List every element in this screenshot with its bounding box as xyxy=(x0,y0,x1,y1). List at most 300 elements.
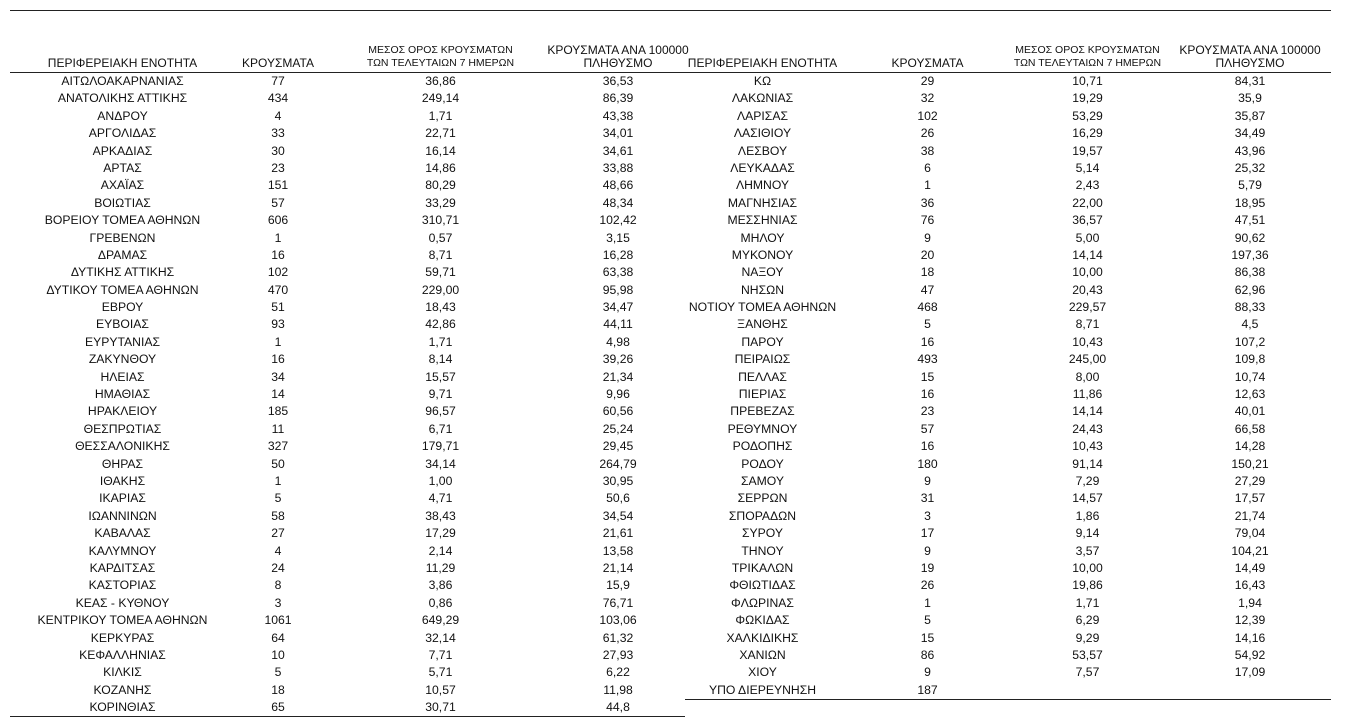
avg-cell: 3,86 xyxy=(428,578,453,593)
header-avg-line1: ΜΕΣΟΣ ΟΡΟΣ ΚΡΟΥΣΜΑΤΩΝ xyxy=(368,44,513,56)
avg-cell: 179,71 xyxy=(421,439,460,454)
per100k-cell: 60,56 xyxy=(602,404,634,419)
region-cell: ΓΡΕΒΕΝΩΝ xyxy=(89,230,156,245)
per100k-cell: 14,28 xyxy=(1234,439,1266,454)
cases-cell: 57 xyxy=(271,195,285,210)
per100k-cell: 86,39 xyxy=(602,91,634,106)
per100k-cell: 35,9 xyxy=(1238,91,1262,106)
avg-cell: 5,14 xyxy=(1075,160,1100,175)
region-cell: ΦΛΩΡΙΝΑΣ xyxy=(731,595,794,610)
cases-cell: 1 xyxy=(274,230,282,245)
cases-cell: 64 xyxy=(271,630,285,645)
region-cell: ΡΟΔΟΠΗΣ xyxy=(732,439,793,454)
header-avg-right xyxy=(995,38,1180,72)
avg-cell: 3,57 xyxy=(1075,543,1100,558)
cases-cell: 15 xyxy=(920,369,935,384)
cases-cell: 34 xyxy=(271,369,285,384)
region-cell: ΣΕΡΡΩΝ xyxy=(737,491,788,506)
avg-cell: 59,71 xyxy=(425,265,456,280)
per100k-cell: 11,98 xyxy=(603,682,633,697)
per100k-cell: 16,43 xyxy=(1234,578,1266,593)
avg-cell: 9,29 xyxy=(1075,630,1100,645)
avg-cell: 53,57 xyxy=(1072,647,1103,662)
per100k-cell: 25,24 xyxy=(602,421,634,436)
avg-cell: 32,14 xyxy=(425,630,456,645)
cases-cell: 102 xyxy=(267,265,289,280)
avg-cell: 9,14 xyxy=(1075,526,1100,541)
avg-cell: 30,71 xyxy=(425,700,456,715)
per100k-cell: 12,39 xyxy=(1234,613,1266,628)
cases-cell: 1 xyxy=(924,178,931,193)
avg-cell: 10,43 xyxy=(1072,439,1103,454)
per100k-cell: 21,14 xyxy=(602,560,634,575)
header-avg-right-line1: ΜΕΣΟΣ ΟΡΟΣ ΚΡΟΥΣΜΑΤΩΝ xyxy=(1015,44,1160,56)
avg-cell: 96,57 xyxy=(425,404,456,419)
avg-cell: 10,00 xyxy=(1072,560,1103,575)
per100k-cell: 27,29 xyxy=(1234,473,1266,488)
per100k-cell: 103,06 xyxy=(599,613,637,628)
avg-cell: 36,57 xyxy=(1072,213,1103,228)
cases-cell: 1 xyxy=(924,595,931,610)
per100k-cell: 34,47 xyxy=(602,300,634,315)
cases-cell: 86 xyxy=(920,647,935,662)
region-cell: ΔΡΑΜΑΣ xyxy=(97,247,148,262)
cases-cell: 57 xyxy=(920,421,935,436)
avg-cell: 14,14 xyxy=(1072,247,1103,262)
per100k-cell: 5,79 xyxy=(1238,178,1262,193)
avg-cell: 7,29 xyxy=(1075,473,1100,488)
per100k-cell: 48,34 xyxy=(602,195,634,210)
per100k-cell: 14,49 xyxy=(1234,560,1266,575)
avg-cell: 9,71 xyxy=(428,387,453,402)
avg-cell: 0,57 xyxy=(428,230,453,245)
per100k-cell: 34,61 xyxy=(602,143,634,158)
region-cell: ΕΥΡΥΤΑΝΙΑΣ xyxy=(84,334,161,349)
region-cell: ΕΥΒΟΙΑΣ xyxy=(96,317,149,332)
cases-cell: 5 xyxy=(924,317,931,332)
header-avg-right-line2: ΤΩΝ ΤΕΛΕΥΤΑΙΩΝ 7 ΗΜΕΡΩΝ xyxy=(1013,57,1162,69)
cases-cell: 31 xyxy=(920,491,935,506)
header-avg xyxy=(348,38,533,72)
region-cell: ΔΥΤΙΚΟΥ ΤΟΜΕΑ ΑΘΗΝΩΝ xyxy=(46,282,199,297)
cases-cell: 9 xyxy=(924,665,931,680)
cases-cell: 23 xyxy=(271,160,285,175)
avg-cell: 5,71 xyxy=(428,665,453,680)
avg-cell: 11,86 xyxy=(1072,387,1103,402)
avg-cell: 36,86 xyxy=(425,74,456,88)
per100k-cell: 63,38 xyxy=(602,265,634,280)
avg-cell: 0,86 xyxy=(428,595,453,610)
per100k-cell: 13,58 xyxy=(602,543,634,558)
region-cell: ΥΠΟ ΔΙΕΡΕΥΝΗΣΗ xyxy=(708,682,817,697)
cases-cell: 29 xyxy=(920,74,935,88)
region-cell: ΙΘΑΚΗΣ xyxy=(99,473,146,488)
region-cell: ΚΕΝΤΡΙΚΟΥ ΤΟΜΕΑ ΑΘΗΝΩΝ xyxy=(37,613,208,628)
per100k-cell: 62,96 xyxy=(1234,282,1266,297)
region-cell: ΙΚΑΡΙΑΣ xyxy=(99,491,146,506)
avg-cell: 18,43 xyxy=(425,300,456,315)
header-cases-label: ΚΡΟΥΣΜΑΤΑ xyxy=(242,56,314,70)
region-cell: ΛΑΚΩΝΙΑΣ xyxy=(731,91,794,106)
per100k-cell: 12,63 xyxy=(1234,387,1266,402)
region-cell: ΛΗΜΝΟΥ xyxy=(735,178,790,193)
region-cell: ΣΥΡΟΥ xyxy=(741,526,783,541)
header-cases xyxy=(218,38,338,72)
cases-cell: 27 xyxy=(271,526,285,541)
per100k-cell: 109,8 xyxy=(1234,352,1266,367)
region-cell: ΑΝΔΡΟΥ xyxy=(97,108,148,123)
cases-cell: 38 xyxy=(920,143,935,158)
per100k-cell: 40,01 xyxy=(1234,404,1266,419)
per100k-cell: 61,32 xyxy=(602,630,634,645)
region-cell: ΑΡΤΑΣ xyxy=(103,160,142,175)
avg-cell: 1,71 xyxy=(428,108,453,123)
avg-cell: 38,43 xyxy=(425,508,456,523)
cases-cell: 16 xyxy=(271,247,285,262)
region-cell: ΑΙΤΩΛΟΑΚΑΡΝΑΝΙΑΣ xyxy=(61,74,184,88)
header-per100k-right-label xyxy=(1179,44,1320,70)
header-cases-right-label: ΚΡΟΥΣΜΑΤΑ xyxy=(891,56,964,70)
per100k-cell: 50,6 xyxy=(606,491,630,506)
region-cell: ΑΡΓΟΛΙΔΑΣ xyxy=(88,126,157,141)
per100k-cell: 29,45 xyxy=(602,439,634,454)
per100k-cell: 107,2 xyxy=(1234,334,1266,349)
cases-cell: 32 xyxy=(920,91,935,106)
per100k-cell: 86,38 xyxy=(1234,265,1266,280)
per100k-cell: 6,22 xyxy=(606,665,630,680)
region-cell: ΚΑΣΤΟΡΙΑΣ xyxy=(88,578,157,593)
avg-cell: 2,14 xyxy=(428,543,453,558)
cases-cell: 16 xyxy=(920,387,935,402)
cases-cell: 187 xyxy=(917,682,938,697)
per100k-cell: 21,34 xyxy=(602,369,634,384)
per100k-cell: 21,61 xyxy=(602,526,634,541)
region-cell: ΘΗΡΑΣ xyxy=(101,456,144,471)
cases-cell: 493 xyxy=(917,352,938,367)
header-per100k xyxy=(533,38,703,72)
per100k-cell: 48,66 xyxy=(602,178,634,193)
cases-cell: 20 xyxy=(920,247,935,262)
avg-cell: 1,00 xyxy=(428,473,453,488)
region-cell: ΗΜΑΘΙΑΣ xyxy=(94,387,151,402)
region-cell: ΡΟΔΟΥ xyxy=(741,456,784,471)
header-avg-line2: ΤΩΝ ΤΕΛΕΥΤΑΙΩΝ 7 ΗΜΕΡΩΝ xyxy=(366,57,515,69)
header-cases-right xyxy=(870,38,985,72)
per100k-cell: 17,09 xyxy=(1234,665,1266,680)
avg-cell: 8,71 xyxy=(1075,317,1100,332)
cases-cell: 470 xyxy=(267,282,289,297)
per100k-cell: 197,36 xyxy=(1231,247,1269,262)
per100k-cell: 79,04 xyxy=(1234,526,1266,541)
avg-cell: 33,29 xyxy=(425,195,456,210)
per100k-cell: 104,21 xyxy=(1231,543,1269,558)
avg-cell: 8,14 xyxy=(428,352,453,367)
cases-cell: 47 xyxy=(920,282,935,297)
cases-cell: 468 xyxy=(917,300,938,315)
cases-cell: 10 xyxy=(271,647,285,662)
avg-cell: 42,86 xyxy=(425,317,456,332)
region-cell: ΚΟΡΙΝΘΙΑΣ xyxy=(89,700,156,715)
header-region xyxy=(10,38,235,72)
region-cell: ΞΑΝΘΗΣ xyxy=(737,317,788,332)
cases-cell: 17 xyxy=(920,526,935,541)
avg-cell: 229,00 xyxy=(421,282,460,297)
per100k-cell: 264,79 xyxy=(599,456,637,471)
cases-cell: 11 xyxy=(271,421,285,436)
avg-cell: 34,14 xyxy=(425,456,456,471)
cases-cell: 36 xyxy=(920,195,935,210)
cases-cell: 5 xyxy=(274,665,282,680)
avg-cell: 22,00 xyxy=(1072,195,1103,210)
avg-cell: 649,29 xyxy=(421,613,460,628)
header-avg-right-label xyxy=(1014,44,1161,70)
cases-cell: 24 xyxy=(271,560,285,575)
region-cell: ΛΑΡΙΣΑΣ xyxy=(737,108,788,123)
cases-cell: 33 xyxy=(271,126,285,141)
per100k-cell: 4,98 xyxy=(606,334,630,349)
cases-cell: 65 xyxy=(271,700,285,715)
region-cell: ΦΩΚΙΔΑΣ xyxy=(735,613,790,628)
per100k-cell: 34,49 xyxy=(1234,126,1266,141)
per100k-cell: 39,26 xyxy=(602,352,634,367)
cases-cell: 185 xyxy=(267,404,289,419)
cases-cell: 76 xyxy=(920,213,935,228)
avg-cell: 11,29 xyxy=(425,560,456,575)
avg-cell: 229,57 xyxy=(1068,300,1107,315)
region-cell: ΛΕΣΒΟΥ xyxy=(737,143,788,158)
region-cell: ΚΩ xyxy=(753,74,772,88)
cases-cell: 58 xyxy=(271,508,285,523)
region-cell: ΠΡΕΒΕΖΑΣ xyxy=(730,404,795,419)
region-cell: ΦΘΙΩΤΙΔΑΣ xyxy=(729,578,796,593)
cases-cell: 16 xyxy=(920,439,935,454)
per100k-cell: 35,87 xyxy=(1234,108,1266,123)
cases-cell: 51 xyxy=(271,300,285,315)
region-cell: ΚΕΦΑΛΛΗΝΙΑΣ xyxy=(79,647,166,662)
avg-cell: 19,29 xyxy=(1072,91,1103,106)
avg-cell: 19,86 xyxy=(1072,578,1103,593)
header-region-label: ΠΕΡΙΦΕΡΕΙΑΚΗ ΕΝΟΤΗΤΑ xyxy=(47,56,198,70)
region-cell: ΔΥΤΙΚΗΣ ΑΤΤΙΚΗΣ xyxy=(70,265,175,280)
avg-cell: 91,14 xyxy=(1072,456,1103,471)
cases-cell: 434 xyxy=(267,91,289,106)
cases-cell: 1061 xyxy=(264,613,292,628)
avg-cell: 80,29 xyxy=(425,178,456,193)
region-cell: ΒΟΙΩΤΙΑΣ xyxy=(94,195,151,210)
avg-cell: 310,71 xyxy=(421,213,460,228)
avg-cell: 4,71 xyxy=(428,491,453,506)
avg-cell: 245,00 xyxy=(1068,352,1107,367)
region-cell: ΚΟΖΑΝΗΣ xyxy=(93,682,152,697)
region-cell: ΝΑΞΟΥ xyxy=(741,265,784,280)
cases-cell: 16 xyxy=(920,334,935,349)
avg-cell: 14,14 xyxy=(1072,404,1103,419)
avg-cell: 22,71 xyxy=(425,126,456,141)
per100k-cell: 25,32 xyxy=(1234,160,1266,175)
cases-cell: 16 xyxy=(271,352,285,367)
avg-cell: 15,57 xyxy=(425,369,456,384)
header-per100k-right-line1: ΚΡΟΥΣΜΑΤΑ ΑΝΑ 100000 xyxy=(1179,43,1321,57)
region-cell: ΜΗΛΟΥ xyxy=(740,230,785,245)
per100k-cell: 44,8 xyxy=(606,700,630,715)
cases-cell: 19 xyxy=(920,560,935,575)
cases-cell: 1 xyxy=(274,473,282,488)
region-cell: ΝΗΣΩΝ xyxy=(740,282,785,297)
region-cell: ΗΛΕΙΑΣ xyxy=(100,369,145,384)
cases-cell: 606 xyxy=(267,213,289,228)
region-cell: ΚΑΡΔΙΤΣΑΣ xyxy=(89,560,156,575)
per100k-cell: 47,51 xyxy=(1234,213,1266,228)
per100k-cell: 17,57 xyxy=(1234,491,1266,506)
header-region-right xyxy=(685,38,840,72)
region-cell: ΜΥΚΟΝΟΥ xyxy=(731,247,794,262)
cases-cell: 50 xyxy=(271,456,285,471)
region-cell: ΠΕΛΛΑΣ xyxy=(738,369,787,384)
cases-cell: 26 xyxy=(920,578,935,593)
cases-cell: 180 xyxy=(917,456,938,471)
region-cell: ΡΕΘΥΜΝΟΥ xyxy=(727,421,798,436)
cases-cell: 3 xyxy=(274,595,282,610)
per100k-cell: 9,96 xyxy=(606,387,630,402)
avg-cell: 14,57 xyxy=(1072,491,1103,506)
region-cell: ΜΕΣΣΗΝΙΑΣ xyxy=(727,213,798,228)
cases-cell: 18 xyxy=(271,682,285,697)
region-cell: ΣΑΜΟΥ xyxy=(740,473,785,488)
per100k-cell: 34,54 xyxy=(602,508,634,523)
region-cell: ΧΑΛΚΙΔΙΚΗΣ xyxy=(726,630,799,645)
region-cell: ΠΑΡΟΥ xyxy=(741,334,784,349)
cases-cell: 23 xyxy=(920,404,935,419)
avg-cell: 7,71 xyxy=(428,647,453,662)
region-cell: ΜΑΓΝΗΣΙΑΣ xyxy=(727,195,798,210)
per100k-cell: 34,01 xyxy=(602,126,634,141)
per100k-cell: 102,42 xyxy=(599,213,637,228)
per100k-cell: 3,15 xyxy=(606,230,630,245)
avg-cell: 8,71 xyxy=(428,247,453,262)
per100k-cell: 44,11 xyxy=(603,317,633,332)
avg-cell: 20,43 xyxy=(1072,282,1103,297)
bottom-rule-right xyxy=(685,699,1331,700)
per100k-cell: 36,53 xyxy=(602,74,634,88)
cases-cell: 30 xyxy=(271,143,285,158)
region-cell: ΑΝΑΤΟΛΙΚΗΣ ΑΤΤΙΚΗΣ xyxy=(57,91,188,106)
avg-cell: 1,86 xyxy=(1075,508,1100,523)
region-cell: ΠΙΕΡΙΑΣ xyxy=(738,387,787,402)
per100k-cell: 33,88 xyxy=(602,160,634,175)
cases-cell: 8 xyxy=(274,578,282,593)
header-region-right-label: ΠΕΡΙΦΕΡΕΙΑΚΗ ΕΝΟΤΗΤΑ xyxy=(687,56,838,70)
cases-cell: 4 xyxy=(274,543,282,558)
cases-cell: 15 xyxy=(920,630,935,645)
avg-cell: 6,71 xyxy=(428,421,453,436)
cases-cell: 327 xyxy=(267,439,289,454)
per100k-cell: 21,74 xyxy=(1234,508,1266,523)
region-cell: ΧΑΝΙΩΝ xyxy=(739,647,786,662)
per100k-cell: 27,93 xyxy=(602,647,634,662)
region-cell: ΤΗΝΟΥ xyxy=(741,543,784,558)
per100k-cell: 30,95 xyxy=(602,473,634,488)
avg-cell: 14,86 xyxy=(425,160,456,175)
cases-cell: 77 xyxy=(271,74,285,88)
avg-cell: 53,29 xyxy=(1072,108,1103,123)
per100k-cell: 43,96 xyxy=(1234,143,1266,158)
per100k-cell: 88,33 xyxy=(1234,300,1266,315)
cases-cell: 9 xyxy=(924,230,931,245)
avg-cell: 17,29 xyxy=(425,526,456,541)
cases-cell: 6 xyxy=(924,160,931,175)
per100k-cell: 54,92 xyxy=(1234,647,1266,662)
region-cell: ΝΟΤΙΟΥ ΤΟΜΕΑ ΑΘΗΝΩΝ xyxy=(688,300,837,315)
cases-cell: 3 xyxy=(924,508,931,523)
per100k-cell: 16,28 xyxy=(602,247,634,262)
header-per100k-line1: ΚΡΟΥΣΜΑΤΑ ΑΝΑ 100000 xyxy=(547,43,689,57)
top-rule xyxy=(10,10,1331,11)
cases-cell: 18 xyxy=(920,265,935,280)
avg-cell: 5,00 xyxy=(1075,230,1100,245)
region-cell: ΠΕΙΡΑΙΩΣ xyxy=(734,352,791,367)
per100k-cell: 18,95 xyxy=(1234,195,1266,210)
per100k-cell: 10,74 xyxy=(1234,369,1266,384)
per100k-cell: 4,5 xyxy=(1241,317,1259,332)
header-per100k-label xyxy=(547,44,688,70)
region-cell: ΘΕΣΠΡΩΤΙΑΣ xyxy=(83,421,162,436)
header-per100k-line2: ΠΛΗΘΥΣΜΟ xyxy=(583,56,653,70)
cases-cell: 9 xyxy=(924,473,931,488)
region-cell: ΗΡΑΚΛΕΙΟΥ xyxy=(87,404,158,419)
region-cell: ΚΑΛΥΜΝΟΥ xyxy=(88,543,157,558)
region-cell: ΒΟΡΕΙΟΥ ΤΟΜΕΑ ΑΘΗΝΩΝ xyxy=(44,213,201,228)
avg-cell: 10,00 xyxy=(1072,265,1103,280)
cases-cell: 151 xyxy=(267,178,289,193)
per100k-cell: 1,94 xyxy=(1238,595,1262,610)
cases-cell: 9 xyxy=(924,543,931,558)
region-cell: ΤΡΙΚΑΛΩΝ xyxy=(731,560,794,575)
region-cell: ΛΕΥΚΑΔΑΣ xyxy=(730,160,795,175)
avg-cell: 10,43 xyxy=(1072,334,1103,349)
region-cell: ΚΕΡΚΥΡΑΣ xyxy=(90,630,155,645)
avg-cell: 8,00 xyxy=(1075,369,1100,384)
avg-cell: 249,14 xyxy=(421,91,460,106)
cases-cell: 14 xyxy=(271,387,285,402)
avg-cell: 7,57 xyxy=(1075,665,1100,680)
header-avg-label xyxy=(367,44,514,70)
region-cell: ΙΩΑΝΝΙΝΩΝ xyxy=(88,508,157,523)
avg-cell: 16,29 xyxy=(1072,126,1103,141)
region-cell: ΣΠΟΡΑΔΩΝ xyxy=(728,508,797,523)
region-cell: ΧΙΟΥ xyxy=(748,665,777,680)
per100k-cell: 90,62 xyxy=(1234,230,1266,245)
cases-cell: 102 xyxy=(917,108,938,123)
cases-cell: 93 xyxy=(271,317,285,332)
avg-cell: 24,43 xyxy=(1072,421,1103,436)
region-cell: ΑΧΑΪΑΣ xyxy=(100,178,145,193)
region-cell: ΑΡΚΑΔΙΑΣ xyxy=(92,143,153,158)
per100k-cell: 150,21 xyxy=(1231,456,1269,471)
header-per100k-right xyxy=(1170,38,1330,72)
region-cell: ΚΑΒΑΛΑΣ xyxy=(94,526,151,541)
region-cell: ΖΑΚΥΝΘΟΥ xyxy=(88,352,157,367)
region-cell: ΕΒΡΟΥ xyxy=(101,300,144,315)
cases-cell: 4 xyxy=(274,108,282,123)
avg-cell: 16,14 xyxy=(425,143,456,158)
avg-cell: 6,29 xyxy=(1075,613,1100,628)
per100k-cell: 84,31 xyxy=(1234,74,1266,88)
per100k-cell: 14,16 xyxy=(1234,630,1266,645)
cases-cell: 1 xyxy=(274,334,282,349)
avg-cell: 10,57 xyxy=(425,682,456,697)
per100k-cell: 76,71 xyxy=(602,595,634,610)
avg-cell: 1,71 xyxy=(428,334,453,349)
